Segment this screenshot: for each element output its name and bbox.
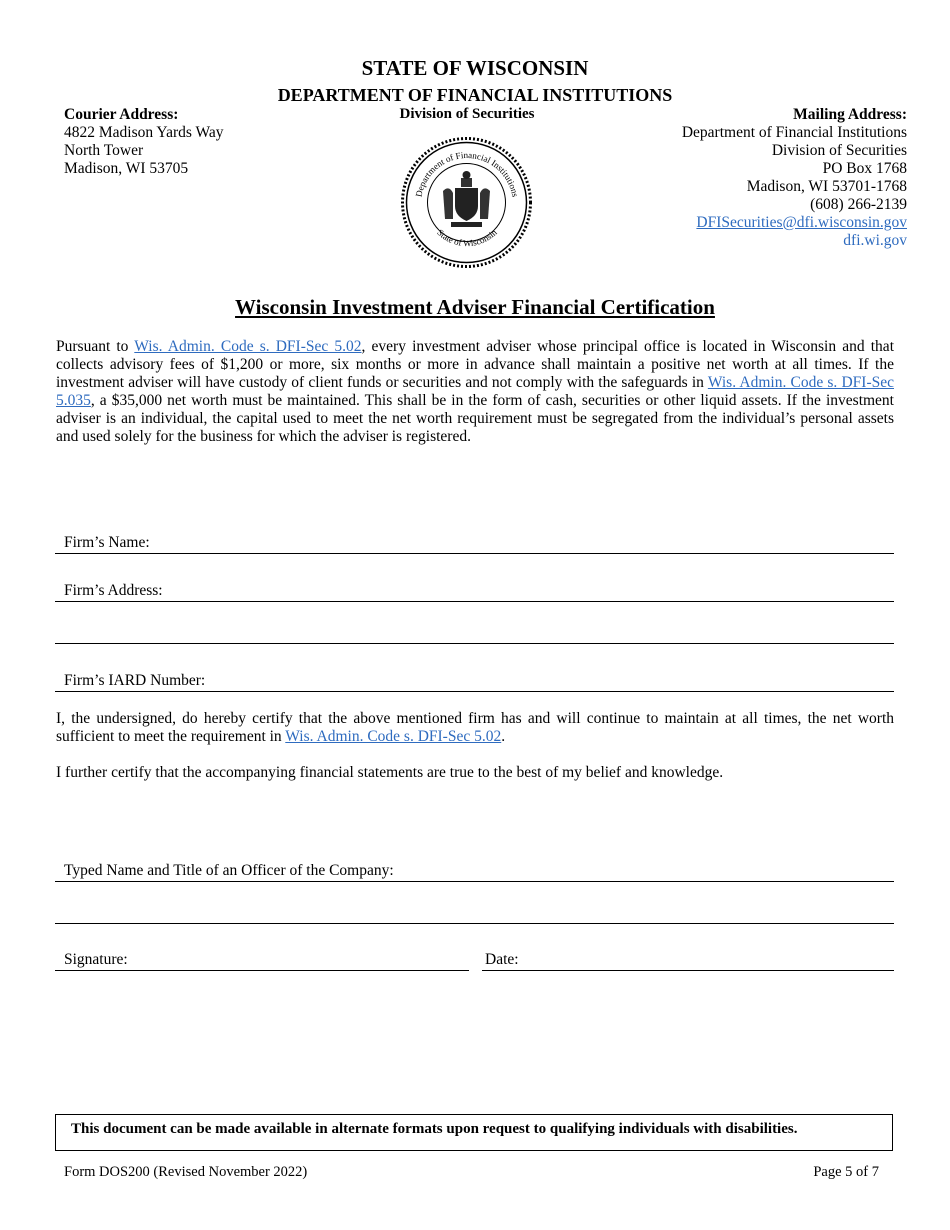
website-link[interactable]: dfi.wi.gov [843, 232, 907, 249]
mailing-line: Madison, WI 53701-1768 [746, 178, 907, 195]
accessibility-notice: This document can be made available in alternate formats upon request to qualifying individuals with disabilities. [55, 1114, 893, 1151]
state-seal-icon [399, 136, 534, 269]
firm-name-field[interactable] [55, 531, 894, 554]
signature-field[interactable] [55, 948, 469, 971]
mailing-line: (608) 266-2139 [810, 196, 907, 213]
signature-label: Signature: [64, 951, 128, 968]
further-certify-paragraph: I further certify that the accompanying financial statements are true to the best of my belief and knowledge. [56, 764, 724, 781]
mailing-heading: Mailing Address: [793, 106, 907, 123]
date-label: Date: [485, 951, 519, 968]
mailing-line: Department of Financial Institutions [681, 124, 907, 141]
certify-paragraph: I, the undersigned, do hereby certify that the above mentioned firm has and will continue to maintain at all times, the net worth sufficient to meet the requirement in Wis. Admin. Code s. DFI-Sec 5.02. [56, 710, 894, 745]
date-field[interactable] [482, 948, 894, 971]
courier-line: North Tower [64, 142, 144, 159]
code-link-5035[interactable]: Wis. Admin. Code s. DFI-Sec 5.035 [56, 374, 894, 409]
firm-address-line-2[interactable] [55, 621, 894, 644]
officer-name-field[interactable] [55, 859, 894, 882]
page-number: Page 5 of 7 [813, 1164, 879, 1180]
intro-paragraph: Pursuant to Wis. Admin. Code s. DFI-Sec 5.02, every investment adviser whose principal office is located in Wisconsin and that collects advisory fees of $1,200 or more, six months or more in advance shall maintain a positive net worth at all times. If the investment adviser will have custody of client funds or securities and not comply with the safeguards in Wis. Admin. Code s. DFI-Sec 5.035, a $35,000 net worth must be maintained. This shall be in the form of cash, securities or other liquid assets. If the investment adviser is an individual, the capital used to meet the net worth requirement must be segregated from the individual’s personal assets and used solely for the business for which the adviser is registered. [56, 338, 894, 445]
seal-top-text: Department of Financial Institutions [413, 149, 521, 198]
page-title: Wisconsin Investment Adviser Financial Certification [235, 295, 715, 319]
form-number: Form DOS200 (Revised November 2022) [64, 1164, 308, 1180]
division-heading: Division of Securities [399, 106, 535, 122]
courier-address [64, 106, 224, 178]
mailing-address [682, 106, 907, 250]
department-heading: DEPARTMENT OF FINANCIAL INSTITUTIONS [277, 85, 673, 105]
courier-line: Madison, WI 53705 [64, 160, 189, 177]
courier-line: 4822 Madison Yards Way [64, 124, 224, 141]
firm-iard-label: Firm’s IARD Number: [64, 672, 206, 689]
officer-name-label: Typed Name and Title of an Officer of the Company: [64, 862, 394, 879]
email-link[interactable]: DFISecurities@dfi.wisconsin.gov [696, 214, 907, 231]
svg-text:State of Wisconsin [435, 227, 499, 248]
mailing-line: Division of Securities [771, 142, 907, 159]
firm-address-label: Firm’s Address: [64, 582, 163, 599]
firm-iard-field[interactable] [55, 669, 894, 692]
firm-name-label: Firm’s Name: [64, 534, 150, 551]
courier-heading: Courier Address: [64, 106, 179, 123]
state-heading: STATE OF WISCONSIN [361, 56, 589, 80]
officer-name-line-2[interactable] [55, 901, 894, 924]
code-link-502[interactable]: Wis. Admin. Code s. DFI-Sec 5.02 [134, 338, 362, 355]
seal-bottom-text: State of Wisconsin [435, 227, 499, 249]
code-link-502-certify[interactable]: Wis. Admin. Code s. DFI-Sec 5.02 [285, 728, 502, 745]
firm-address-field[interactable] [55, 579, 894, 602]
mailing-line: PO Box 1768 [822, 160, 907, 177]
